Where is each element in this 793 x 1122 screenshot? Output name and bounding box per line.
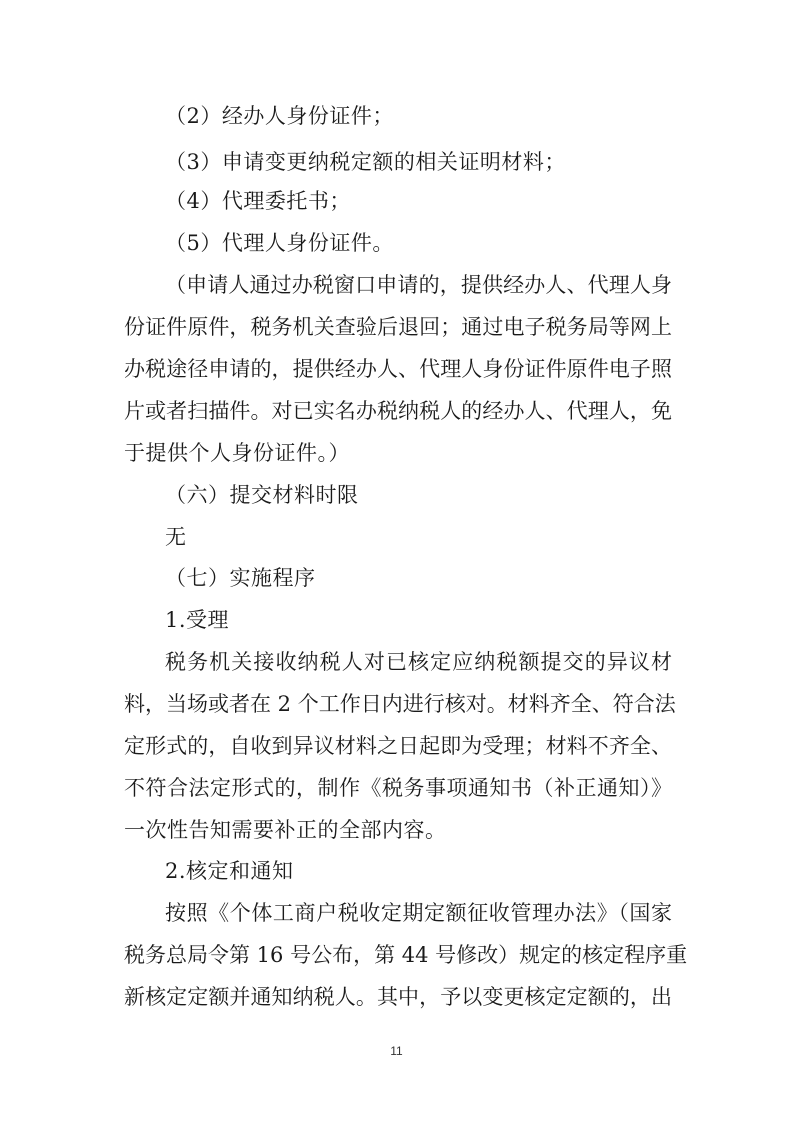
verification-paragraph-line-2: 税务总局令第 16 号公布，第 44 号修改）规定的核定程序重 xyxy=(124,943,688,967)
acceptance-paragraph-line-5: 一次性告知需要补正的全部内容。 xyxy=(124,818,447,842)
item-5-agent-id: （5）代理人身份证件。 xyxy=(165,231,394,255)
acceptance-paragraph-line-2: 料，当场或者在 2 个工作日内进行核对。材料齐全、符合法 xyxy=(124,692,676,716)
note-paragraph-line-3: 办税途径申请的，提供经办人、代理人身份证件原件电子照 xyxy=(124,357,672,381)
item-3-proof-materials: （3）申请变更纳税定额的相关证明材料； xyxy=(165,150,566,174)
acceptance-paragraph-line-3: 定形式的，自收到异议材料之日起即为受理；材料不齐全、 xyxy=(124,734,672,758)
item-2-handler-id: （2）经办人身份证件； xyxy=(165,104,394,128)
acceptance-paragraph-line-4: 不符合法定形式的，制作《税务事项通知书（补正通知）》 xyxy=(124,776,672,800)
subsection-2-heading: 2.核定和通知 xyxy=(165,859,294,883)
section-6-body: 无 xyxy=(165,525,187,549)
section-6-heading: （六）提交材料时限 xyxy=(165,483,359,507)
acceptance-paragraph-line-1: 税务机关接收纳税人对已核定应纳税额提交的异议材 xyxy=(165,650,672,674)
note-paragraph-line-1: （申请人通过办税窗口申请的，提供经办人、代理人身 xyxy=(165,273,672,297)
subsection-1-heading: 1.受理 xyxy=(165,608,230,632)
section-7-heading: （七）实施程序 xyxy=(165,566,316,590)
verification-paragraph-line-1: 按照《个体工商户税收定期定额征收管理办法》（国家 xyxy=(165,901,672,925)
note-paragraph-line-4: 片或者扫描件。对已实名办税纳税人的经办人、代理人，免 xyxy=(124,399,672,423)
note-paragraph-line-5: 于提供个人身份证件。） xyxy=(124,441,350,465)
page-number: 11 xyxy=(390,1044,403,1058)
verification-paragraph-line-3: 新核定定额并通知纳税人。其中，予以变更核定定额的，出 xyxy=(124,985,672,1009)
item-4-power-of-attorney: （4）代理委托书； xyxy=(165,189,351,213)
note-paragraph-line-2: 份证件原件，税务机关查验后退回；通过电子税务局等网上 xyxy=(124,315,672,339)
